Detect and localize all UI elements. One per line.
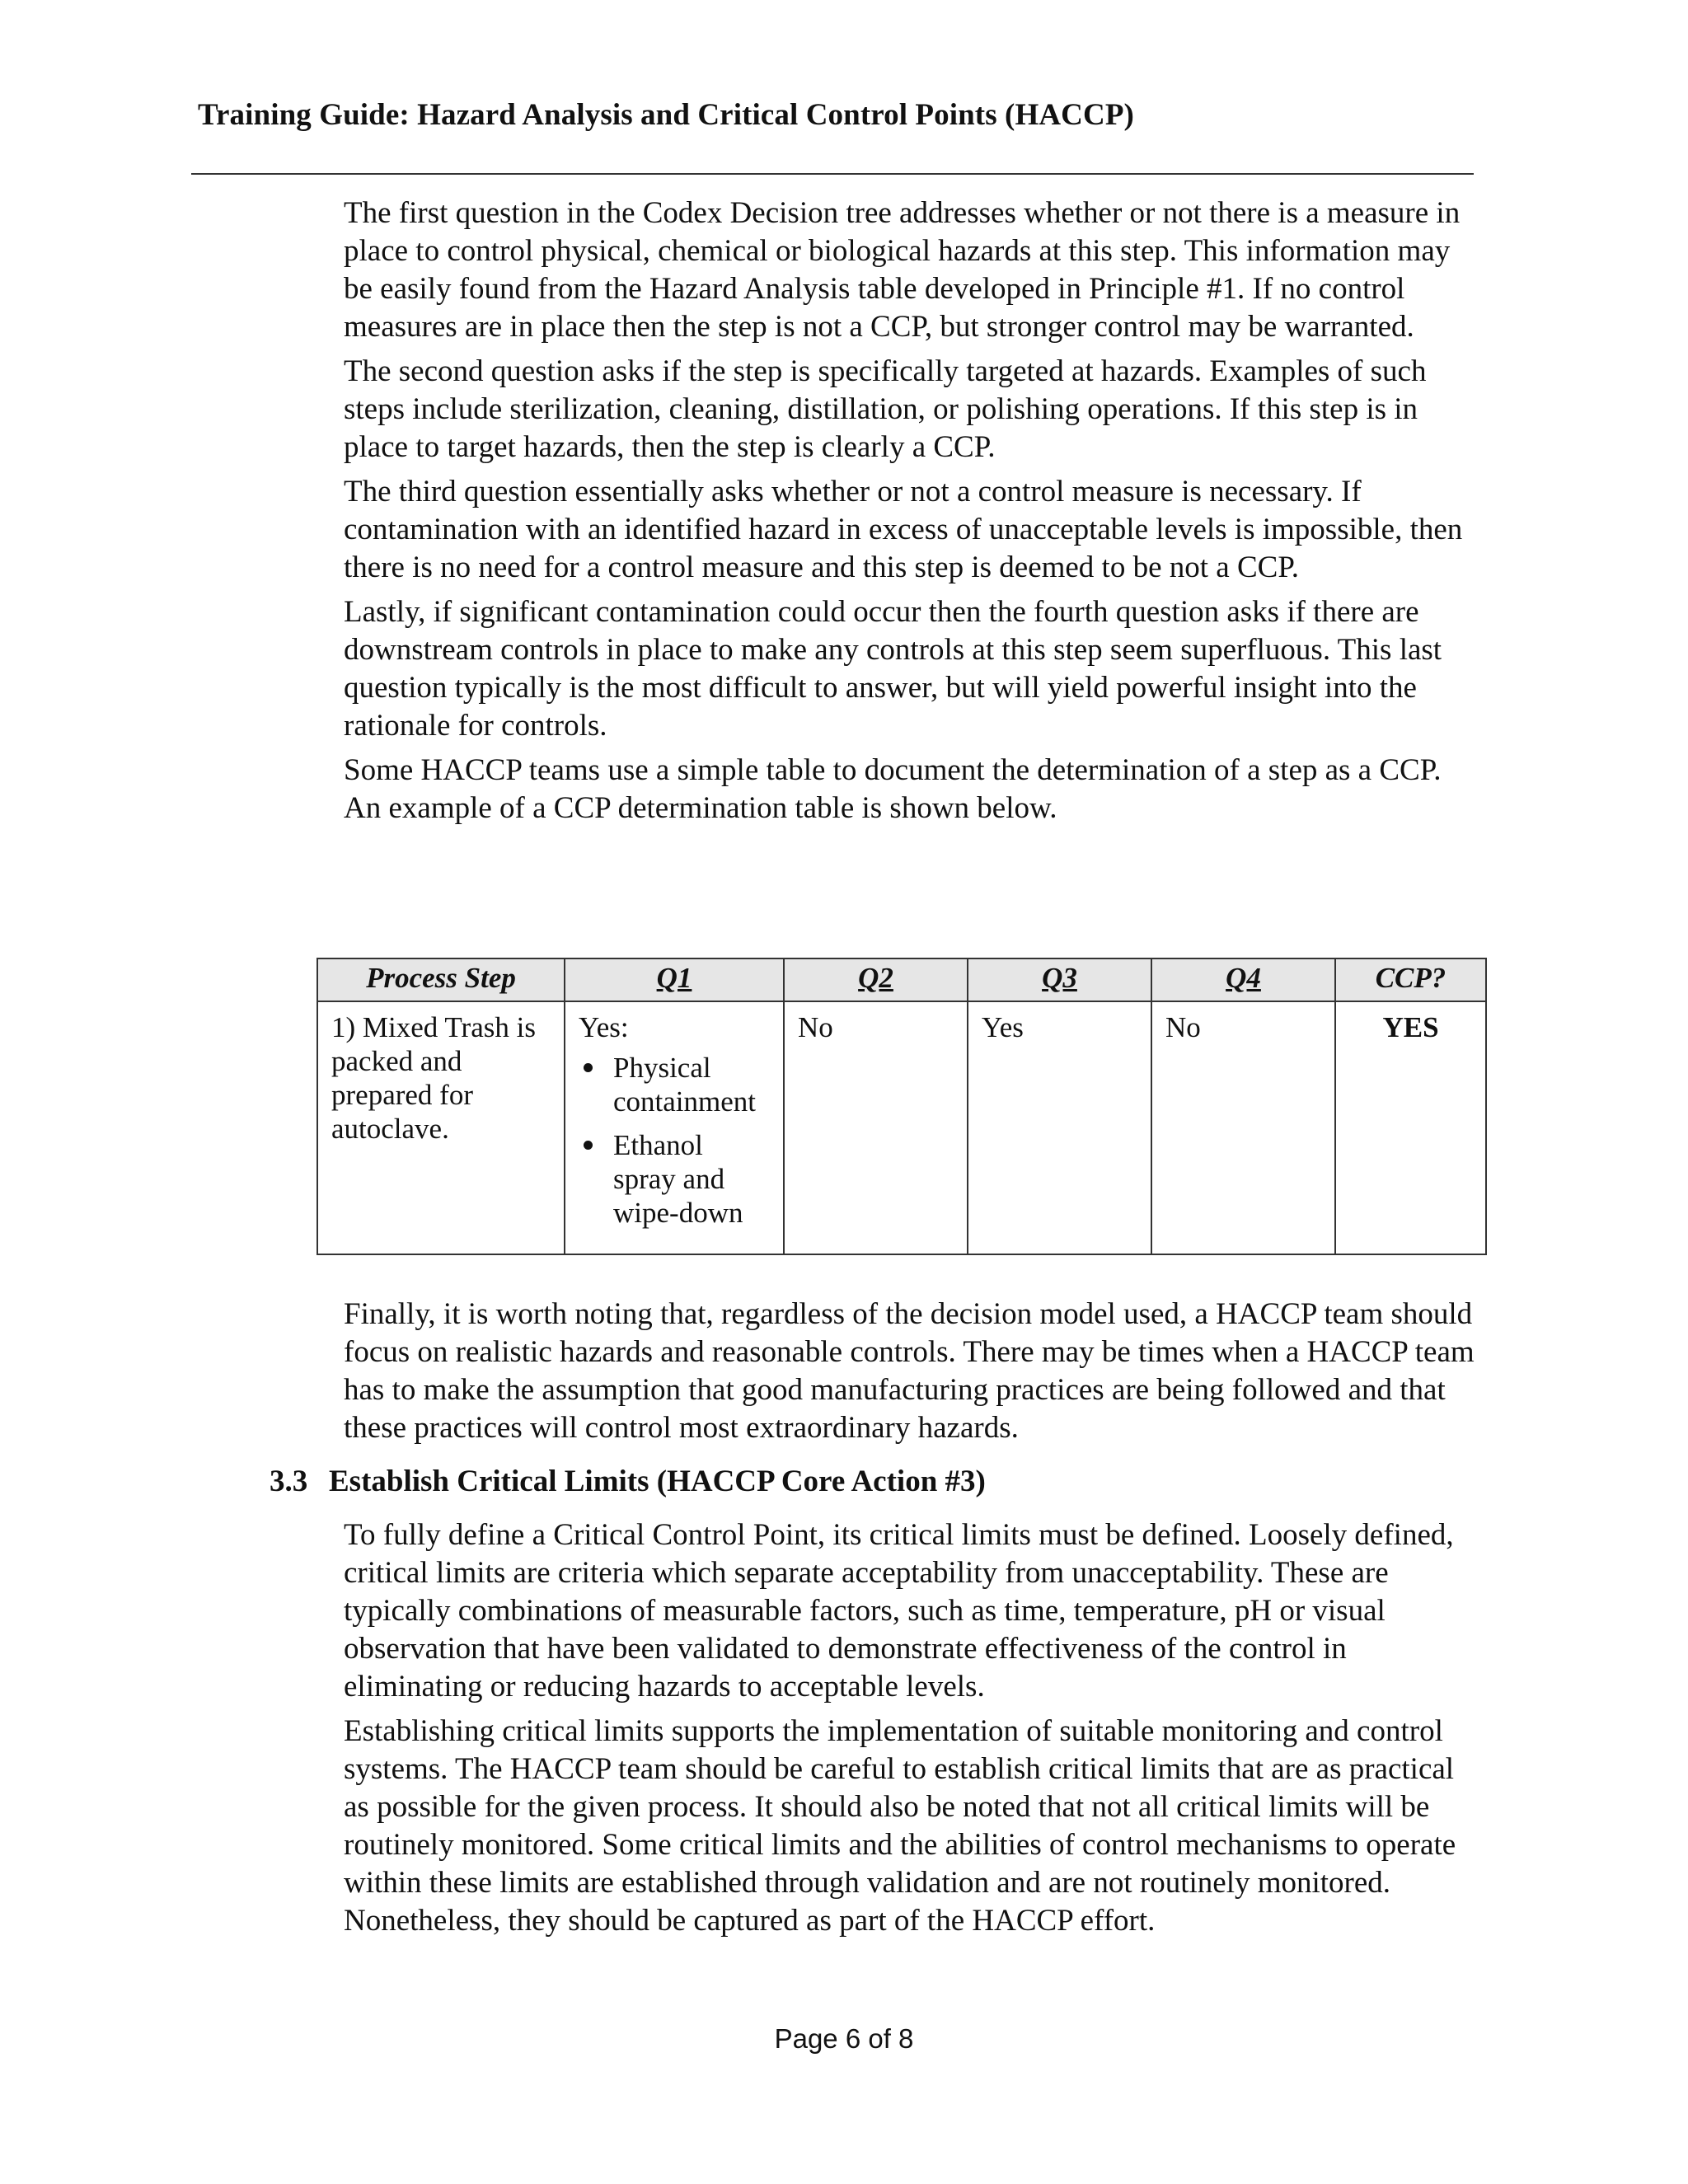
bullet-text: Physical containment bbox=[613, 1052, 757, 1118]
paragraph-question-four: Lastly, if significant contamination could occur then the fourth question asks if there are downstream controls in place to make any controls at this step seem superfluous. This last question typically is the most difficult to answer, but will yield powerful insight into the rationale for controls. bbox=[344, 595, 1442, 743]
paragraph-question-three: The third question essentially asks whether or not a control measure is necessary. If contamination with an identified hazard in excess of unacceptable levels is impossible, then there is no need for a control measure and this step is deemed to be not a CCP. bbox=[344, 475, 1463, 584]
cell-process-step: 1) Mixed Trash is packed and prepared for autoclave. bbox=[317, 1001, 565, 1254]
header-ccp: CCP? bbox=[1335, 958, 1486, 1001]
section-title: Establish Critical Limits (HACCP Core Action #3) bbox=[329, 1465, 986, 1498]
paragraph-table-intro: Some HACCP teams use a simple table to document the determination of a step as a CCP. An example of a CCP determination table is shown below. bbox=[344, 753, 1442, 825]
paragraph-closing: Finally, it is worth noting that, regardless of the decision model used, a HACCP team should focus on realistic hazards and reasonable controls. There may be times when a HACCP team has to make the assumption that good manufacturing practices are being followed and that these practices will control most extraordinary hazards. bbox=[344, 1297, 1475, 1445]
q1-bullet-list bbox=[579, 1051, 770, 1230]
cell-ccp: YES bbox=[1335, 1001, 1486, 1254]
header-q3: Q3 bbox=[968, 958, 1151, 1001]
cell-q1 bbox=[565, 1001, 784, 1254]
header-process-step: Process Step bbox=[317, 958, 565, 1001]
bullet-icon bbox=[584, 1141, 593, 1150]
bullet-text: Ethanol spray and wipe-down bbox=[613, 1129, 743, 1229]
intro-section bbox=[344, 194, 1481, 834]
bullet-icon bbox=[584, 1063, 593, 1072]
q1-answer: Yes: bbox=[579, 1011, 629, 1043]
paragraph-question-two: The second question asks if the step is specifically targeted at hazards. Examples of such steps include sterilization, cleaning, distillation, or polishing operations. If this step is in place to target hazards, then the step is clearly a CCP. bbox=[344, 354, 1427, 464]
header-q4: Q4 bbox=[1151, 958, 1335, 1001]
cell-q4: No bbox=[1151, 1001, 1335, 1254]
table-header-row bbox=[317, 958, 1486, 1001]
page-number: Page 6 of 8 bbox=[774, 2023, 914, 2054]
list-item bbox=[579, 1051, 770, 1118]
paragraph-critical-limits-definition: To fully define a Critical Control Point, its critical limits must be defined. Loosely defined, critical limits are criteria which separate acceptability from unacceptability. These are typically combinations of measurable factors, such as time, temperature, pH or visual observation that have been validated to demonstrate effectiveness of the control in eliminating or reducing hazards to acceptable levels. bbox=[344, 1518, 1454, 1704]
header-divider bbox=[191, 173, 1474, 175]
table-row bbox=[317, 1001, 1486, 1254]
critical-limits-section bbox=[344, 1516, 1481, 1947]
cell-q2: No bbox=[784, 1001, 968, 1254]
ccp-determination-table bbox=[316, 958, 1487, 1255]
document-header-title: Training Guide: Hazard Analysis and Critical Control Points (HACCP) bbox=[198, 98, 1134, 132]
header-q2: Q2 bbox=[784, 958, 968, 1001]
section-heading bbox=[270, 1463, 986, 1501]
section-number: 3.3 bbox=[270, 1465, 308, 1498]
cell-q3: Yes bbox=[968, 1001, 1151, 1254]
paragraph-question-one: The first question in the Codex Decision tree addresses whether or not there is a measure in place to control physical, chemical or biological hazards at this step. This information may be easily found from the Hazard Analysis table developed in Principle #1. If no control measures are in place then the step is not a CCP, but stronger control may be warranted. bbox=[344, 196, 1461, 344]
closing-section bbox=[344, 1296, 1481, 1454]
paragraph-critical-limits-monitoring: Establishing critical limits supports the implementation of suitable monitoring and control systems. The HACCP team should be careful to establish critical limits that are as practical as possible for the given process. It should also be noted that not all critical limits will be routinely monitored. Some critical limits and the abilities of control mechanisms to operate within these limits are established through validation and are not routinely monitored. Nonetheless, they should be captured as part of the HACCP effort. bbox=[344, 1714, 1456, 1938]
list-item bbox=[579, 1128, 770, 1230]
header-q1: Q1 bbox=[565, 958, 784, 1001]
